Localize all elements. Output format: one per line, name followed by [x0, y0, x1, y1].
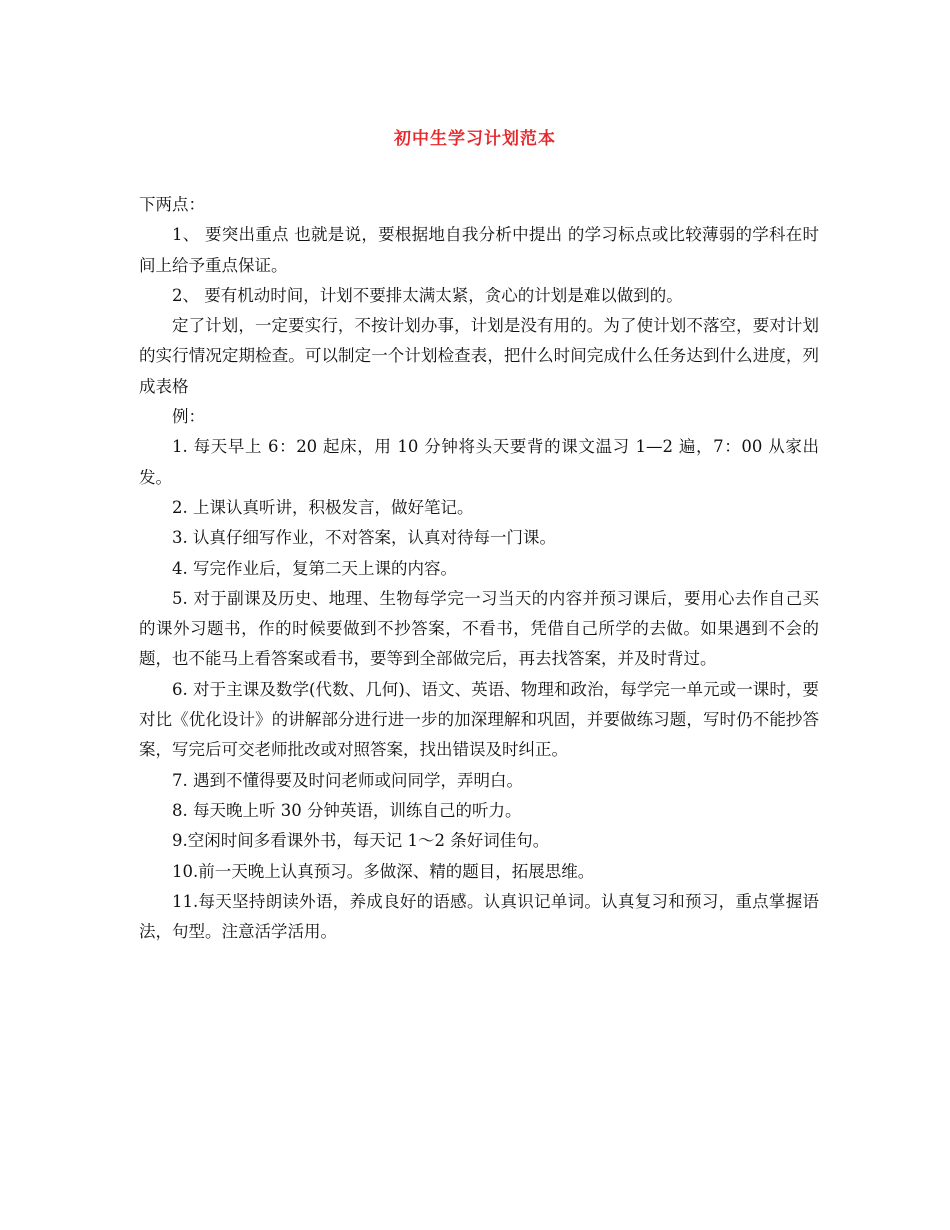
document-body	[139, 190, 819, 947]
list-item-1: 1. 每天早上 6：20 起床，用 10 分钟将头天要背的课文温习 1—2 遍，7：00 从家出发。	[139, 437, 819, 487]
list-item-7: 7. 遇到不懂得要及时问老师或问同学，弄明白。	[172, 770, 523, 790]
list-item-8: 8. 每天晚上听 30 分钟英语，训练自己的听力。	[172, 800, 522, 820]
paragraph-example-label: 例：	[172, 407, 205, 427]
document-title: 初中生学习计划范本	[394, 129, 556, 149]
paragraph-point-1: 1、 要突出重点 也就是说，要根据地自我分析中提出 的学习标点或比较薄弱的学科在时间上给予重点保证。	[139, 225, 819, 275]
paragraph-intro: 下两点：	[139, 195, 205, 214]
list-item-10: 10.前一天晚上认真预习。多做深、精的题目，拓展思维。	[172, 861, 595, 881]
list-item-2: 2. 上课认真听讲，积极发言，做好笔记。	[172, 497, 474, 517]
list-item-6: 6. 对于主课及数学(代数、几何)、语文、英语、物理和政治，每学完一单元或一课时，要对比《优化设计》的讲解部分进行进一步的加深理解和巩固，并要做练习题，写时仍不能抄答案，写完后可交老师批改或对照答案，找出错误及时纠正。	[139, 679, 819, 760]
list-item-4: 4. 写完作业后，复第二天上课的内容。	[172, 558, 457, 578]
list-item-11: 11.每天坚持朗读外语，养成良好的语感。认真识记单词。认真复习和预习，重点掌握语法，句型。注意活学活用。	[139, 891, 819, 942]
list-item-9: 9.空闲时间多看课外书，每天记 1～2 条好词佳句。	[172, 831, 550, 851]
list-item-3: 3. 认真仔细写作业，不对答案，认真对待每一门课。	[172, 528, 556, 548]
list-item-5: 5. 对于副课及历史、地理、生物每学完一习当天的内容并预习课后，要用心去作自己买的课外习题书，作的时候要做到不抄答案，不看书，凭借自己所学的去做。如果遇到不会的题，也不能马上看答案或看书，要等到全部做完后，再去找答案，并及时背过。	[139, 588, 819, 669]
paragraph-plan: 定了计划，一定要实行，不按计划办事，计划是没有用的。为了使计划不落空，要对计划的实行情况定期检查。可以制定一个计划检查表，把什么时间完成什么任务达到什么进度，列成表格	[139, 316, 819, 396]
paragraph-point-2: 2、 要有机动时间，计划不要排太满太紧，贪心的计划是难以做到的。	[172, 285, 683, 305]
